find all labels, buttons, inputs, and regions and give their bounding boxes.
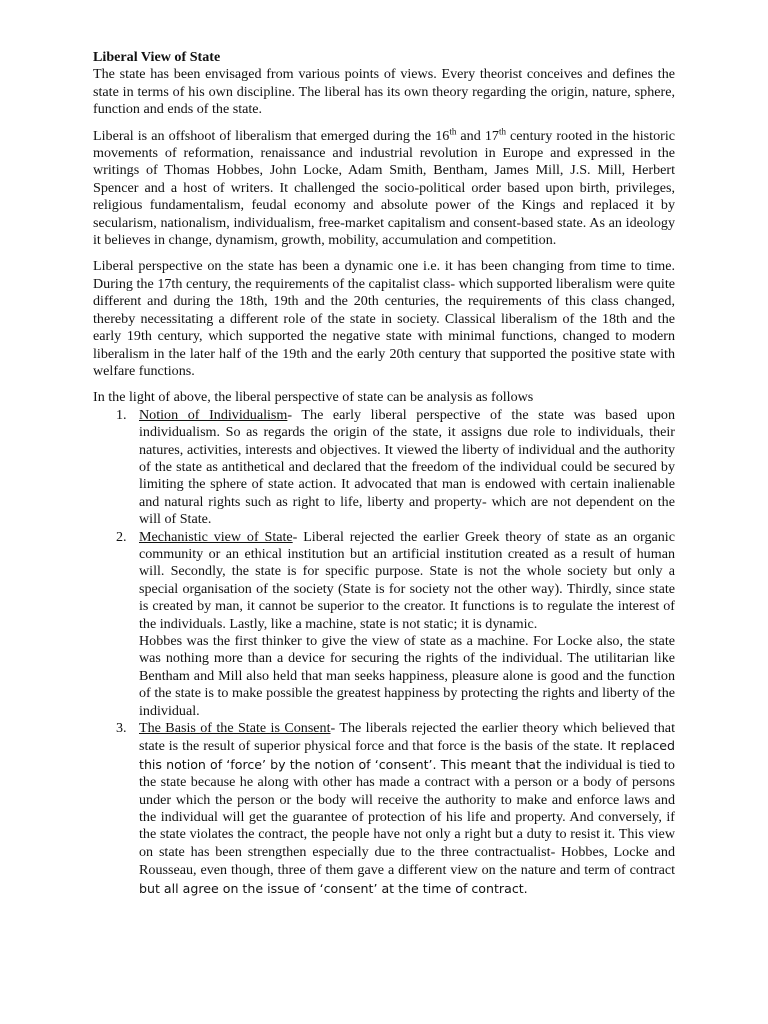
list-item bbox=[93, 720, 675, 898]
point-heading: Notion of Individualism bbox=[139, 406, 288, 423]
point-text: - The early liberal perspective of the state was based upon individualism. So as regards the origin of the state, it assigns due role to individuals, their natures, activities, interests and objectives. It viewed the liberty of individual and the authority of the state as antithetical and declared that the freedom of the individual could be secured by limiting the sphere of state action. It advocated that man is endowed with certain inalienable and natural rights such as right to life, liberty and property- which are not dependent on the will of State. bbox=[139, 406, 675, 528]
para2-text-c: century rooted in the historic movements of reformation, renaissance and industrial revolution in Europe and expressed in the writings of Thomas Hobbes, John Locke, Adam Smith, Bentham, James Mill, J.S. Mill, Herbert Spencer and a host of writers. It challenged the socio-political order based upon birth, privileges, religious fundamentalism, feudal economy and absolute power of the Kings and replaced it by secularism, nationalism, individualism, free-market capitalism and consent-based state. As an ideology it believes in change, dynamism, growth, mobility, accumulation and competition. bbox=[93, 127, 675, 249]
para2-text-b: and 17 bbox=[456, 127, 499, 144]
paragraph-analysis-intro: In the light of above, the liberal perspective of state can be analysis as follows bbox=[93, 389, 534, 406]
point-text-sans: It replaced this notion of ‘force’ by the notion of ‘consent’. This meant that bbox=[139, 738, 675, 772]
point-heading: Mechanistic view of State bbox=[139, 528, 293, 545]
list-number: 1. bbox=[116, 406, 127, 423]
para2-sup-1: th bbox=[449, 125, 457, 136]
document-page bbox=[93, 49, 675, 898]
point-text: - Liberal rejected the earlier Greek theory of state as an organic community or an ethical institution but an artificial institution created as a result of human will. Secondly, the state is for specific purpose. State is not the whole society but only a special organisation of the society (State is for society not the other way). Thirdly, since state is created by man, it cannot be superior to the creator. It functions is to regulate the interest of the individuals. Lastly, like a machine, state is not static; it is dynamic. bbox=[139, 528, 675, 632]
para2-text-a: Liberal is an offshoot of liberalism that emerged during the 16 bbox=[93, 127, 450, 144]
list-item bbox=[93, 529, 675, 720]
document-title: Liberal View of State bbox=[93, 49, 221, 65]
points-list bbox=[93, 407, 675, 898]
list-number: 3. bbox=[116, 720, 127, 737]
point-text-continued: the individual is tied to the state because he along with other has made a contract with a person or a body of persons under which the person or the body will receive the authority to make and enforce laws and the individual will get the guarantee of protection of his life and property. And conversely, if the state violates the contract, the people have not only a right but a duty to resist it. This view on state has been strengthen especially due to the three contractualist- Hobbes, Locke and Rousseau, even though, three of them gave a different view on the nature and term of contract bbox=[139, 756, 675, 879]
point-text-sans-end: but all agree on the issue of ‘consent’ at the time of contract. bbox=[139, 880, 528, 896]
point-extra-text: Hobbes was the first thinker to give the view of state as a machine. For Locke also, the state was nothing more than a device for securing the rights of the individual. The utilitarian like Bentham and Mill also held that man seeks happiness, pleasure alone is good and the function of the state is to make possible the greatest happiness by protecting the rights and liberty of the individual. bbox=[139, 633, 675, 719]
point-text: - The liberals rejected the earlier theory which believed that state is the result of superior physical force and that force is the basis of the state. bbox=[139, 720, 675, 755]
point-heading: The Basis of the State is Consent bbox=[139, 720, 331, 737]
list-number: 2. bbox=[116, 528, 127, 545]
list-item bbox=[93, 407, 675, 529]
paragraph-dynamic-perspective: Liberal perspective on the state has been a dynamic one i.e. it has been changing from time to time. During the 17th century, the requirements of the capitalist class- which supported liberalism were quite different and during the 18th, 19th and the 20th centuries, the requirements of this class changed, thereby necessitating a different role of the state in society. Classical liberalism of the 18th and the early 19th century, which supported the negative state with minimal functions, changed to modern liberalism in the later half of the 19th and the early 20th century that supported the positive state with welfare functions. bbox=[93, 258, 675, 379]
paragraph-liberalism-origin bbox=[93, 125, 675, 250]
para2-sup-2: th bbox=[498, 125, 506, 136]
paragraph-intro: The state has been envisaged from various points of views. Every theorist conceives and defines the state in terms of his own discipline. The liberal has its own theory regarding the origin, nature, sphere, function and ends of the state. bbox=[93, 66, 675, 118]
